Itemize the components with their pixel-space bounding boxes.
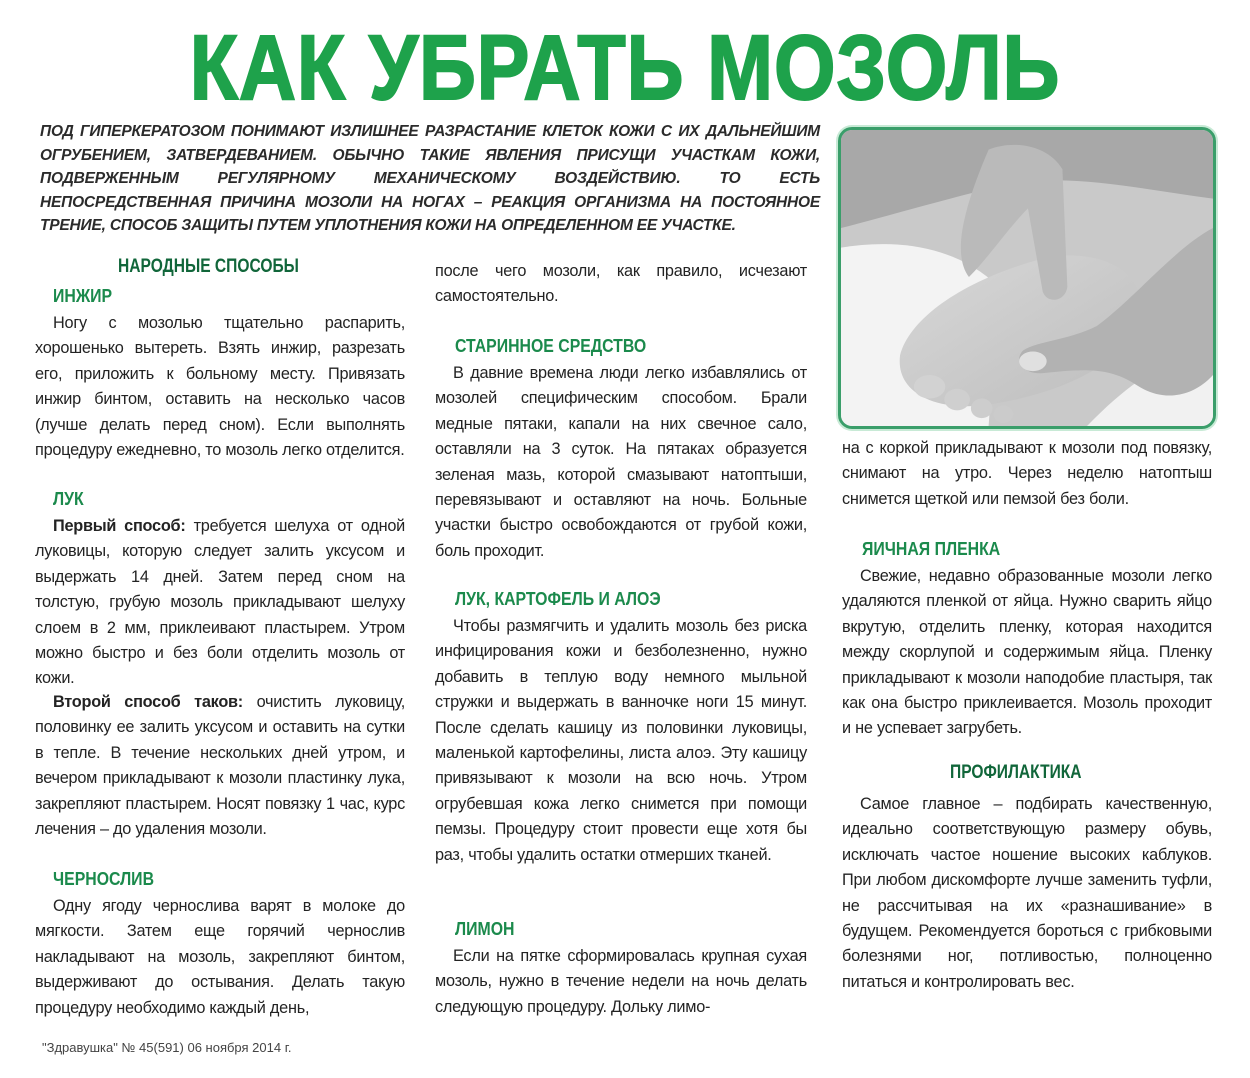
- lead-paragraph: ПОД ГИПЕРКЕРАТОЗОМ ПОНИМАЮТ ИЗЛИШНЕЕ РАЗРАСТАНИЕ КЛЕТОК КОЖИ С ИХ ДАЛЬНЕЙШИМ ОГРУБЕНИЕМ, ЗАТВЕРДЕВАНИЕМ. ОБЫЧНО ТАКИЕ ЯВЛЕНИЯ ПРИСУЩИ УЧАСТКАМ КОЖИ, ПОДВЕРЖЕННЫМ РЕГУЛЯРНОМУ МЕХАНИЧЕСКОМУ ВОЗДЕЙСТВИЮ. ТО ЕСТЬ НЕПОСРЕДСТВЕННАЯ ПРИЧИНА МОЗОЛИ НА НОГАХ – РЕАКЦИЯ ОРГАНИЗМА НА ПОСТОЯННОЕ ТРЕНИЕ, СПОСОБ ЗАЩИТЫ ПУТЕМ УПЛОТНЕНИЯ КОЖИ НА ОПРЕДЕЛЕННОМ ЕЕ УЧАСТКЕ.: [40, 123, 820, 234]
- prunes-text: [35, 894, 405, 1021]
- egg-film-heading: ЯИЧНАЯ ПЛЕНКА: [862, 539, 1001, 559]
- onion-second-text: очистить луковицу, половинку ее залить уксусом и оставить на сутки в тепле. В течение нескольких дней утром, и вечером прикладывают к мозоли пластинку лука, закрепляют пластырем. Носят повязку 1 час, курс лечения – до удаления мозоли.: [35, 693, 405, 839]
- onion-potato-aloe-text: [435, 614, 807, 868]
- fig-heading: ИНЖИР: [53, 286, 113, 306]
- onion-second-method: [35, 690, 405, 842]
- lemon-text-continued: на с коркой прикладывают к мозоли под повязку, снимают на утро. Через неделю натоптыш снимется щеткой или пемзой без боли.: [842, 439, 1212, 508]
- onion-first-method: [35, 514, 405, 692]
- onion-first-label: Первый способ:: [53, 517, 186, 535]
- old-remedy-text: [435, 361, 807, 564]
- foot-massage-photo: [838, 127, 1216, 429]
- folk-methods-heading: НАРОДНЫЕ СПОСОБЫ: [118, 256, 299, 277]
- egg-film-text-body: Свежие, недавно образованные мозоли легко удаляются пленкой от яйца. Нужно сварить яйцо вкрутую, отделить пленку, которая находится между скорлупой и содержимым яйца. Пленку прикладывают к мозоли наподобие пластыря, так как она быстро приклеивается. Мозоль проходит и не успевает загрубеть.: [842, 567, 1212, 738]
- prevention-text: [842, 792, 1212, 995]
- lemon-heading: ЛИМОН: [455, 919, 515, 939]
- old-remedy-text-body: В давние времена люди легко избавлялись от мозолей специфическим способом. Брали медные пятаки, капали на них свечное сало, оставляли на 3 суток. На пятаках образуется зеленая мазь, которой смазывают натоптыши, перевязывают и оставляют на ночь. Больные участки быстро освобождаются от грубой кожи, боль проходит.: [435, 364, 807, 560]
- onion-first-text: требуется шелуха от одной луковицы, которую следует залить уксусом и выдержать 14 дней. Затем перед сном на толстую, грубую мозоль прикладывают шелуху слоем в 2 мм, приклеивают пластырем. Утром можно быстро и без боли отделить мозоль от кожи.: [35, 517, 405, 688]
- fig-text: [35, 311, 405, 463]
- photo-illustration: [841, 130, 1213, 426]
- onion-second-label: Второй способ таков:: [53, 693, 243, 711]
- onion-potato-aloe-heading: ЛУК, КАРТОФЕЛЬ И АЛОЭ: [455, 589, 661, 609]
- prunes-text-body: Одну ягоду чернослива варят в молоке до мягкости. Затем еще горячий чернослив накладывают на мозоль, закрепляют бинтом, выдерживают до остывания. Делать такую процедуру необходимо каждый день,: [35, 897, 405, 1017]
- prunes-text-continued: после чего мозоли, как правило, исчезают самостоятельно.: [435, 262, 807, 306]
- old-remedy-heading: СТАРИННОЕ СРЕДСТВО: [455, 336, 647, 356]
- lemon-text-body: Если на пятке сформировалась крупная сухая мозоль, нужно в течение недели на ночь делать следующую процедуру. Дольку лимо-: [435, 947, 807, 1016]
- egg-film-text: [842, 564, 1212, 742]
- article-title: КАК УБРАТЬ МОЗОЛЬ: [189, 17, 1061, 119]
- prunes-heading: ЧЕРНОСЛИВ: [53, 869, 155, 889]
- source-citation: "Здравушка" № 45(591) 06 ноября 2014 г.: [42, 1040, 292, 1055]
- prevention-text-body: Самое главное – подбирать качественную, идеально соответствующую размеру обувь, исключать частое ношение высоких каблуков. При любом дискомфорте лучше заменить туфли, не рассчитывая на их «разнашивание» в будущем. Рекомендуется бороться с грибковыми болезнями ног, потливостью, полноценно питаться и контролировать вес.: [842, 795, 1212, 991]
- onion-heading: ЛУК: [53, 489, 84, 509]
- onion-potato-aloe-text-body: Чтобы размягчить и удалить мозоль без риска инфицирования кожи и безболезненно, нужно добавить в теплую воду немного мыльной стружки и выдержать в ванночке ноги 15 минут. После сделать кашицу из половинки луковицы, маленькой картофелины, листа алоэ. Эту кашицу привязывают к мозоли на всю ночь. Утром огрубевшая кожа легко снимется при помощи пемзы. Процедуру стоит провести еще хотя бы раз, чтобы удалить остатки отмерших тканей.: [435, 617, 807, 864]
- prevention-heading: ПРОФИЛАКТИКА: [950, 762, 1082, 783]
- lemon-text: [435, 944, 807, 1020]
- fig-text-body: Ногу с мозолью тщательно распарить, хорошенько вытереть. Взять инжир, разрезать его, приложить к больному месту. Привязать инжир бинтом, оставить на несколько часов (лучше делать перед сном). Если выполнять процедуру ежедневно, то мозоль легко отделится.: [35, 314, 405, 460]
